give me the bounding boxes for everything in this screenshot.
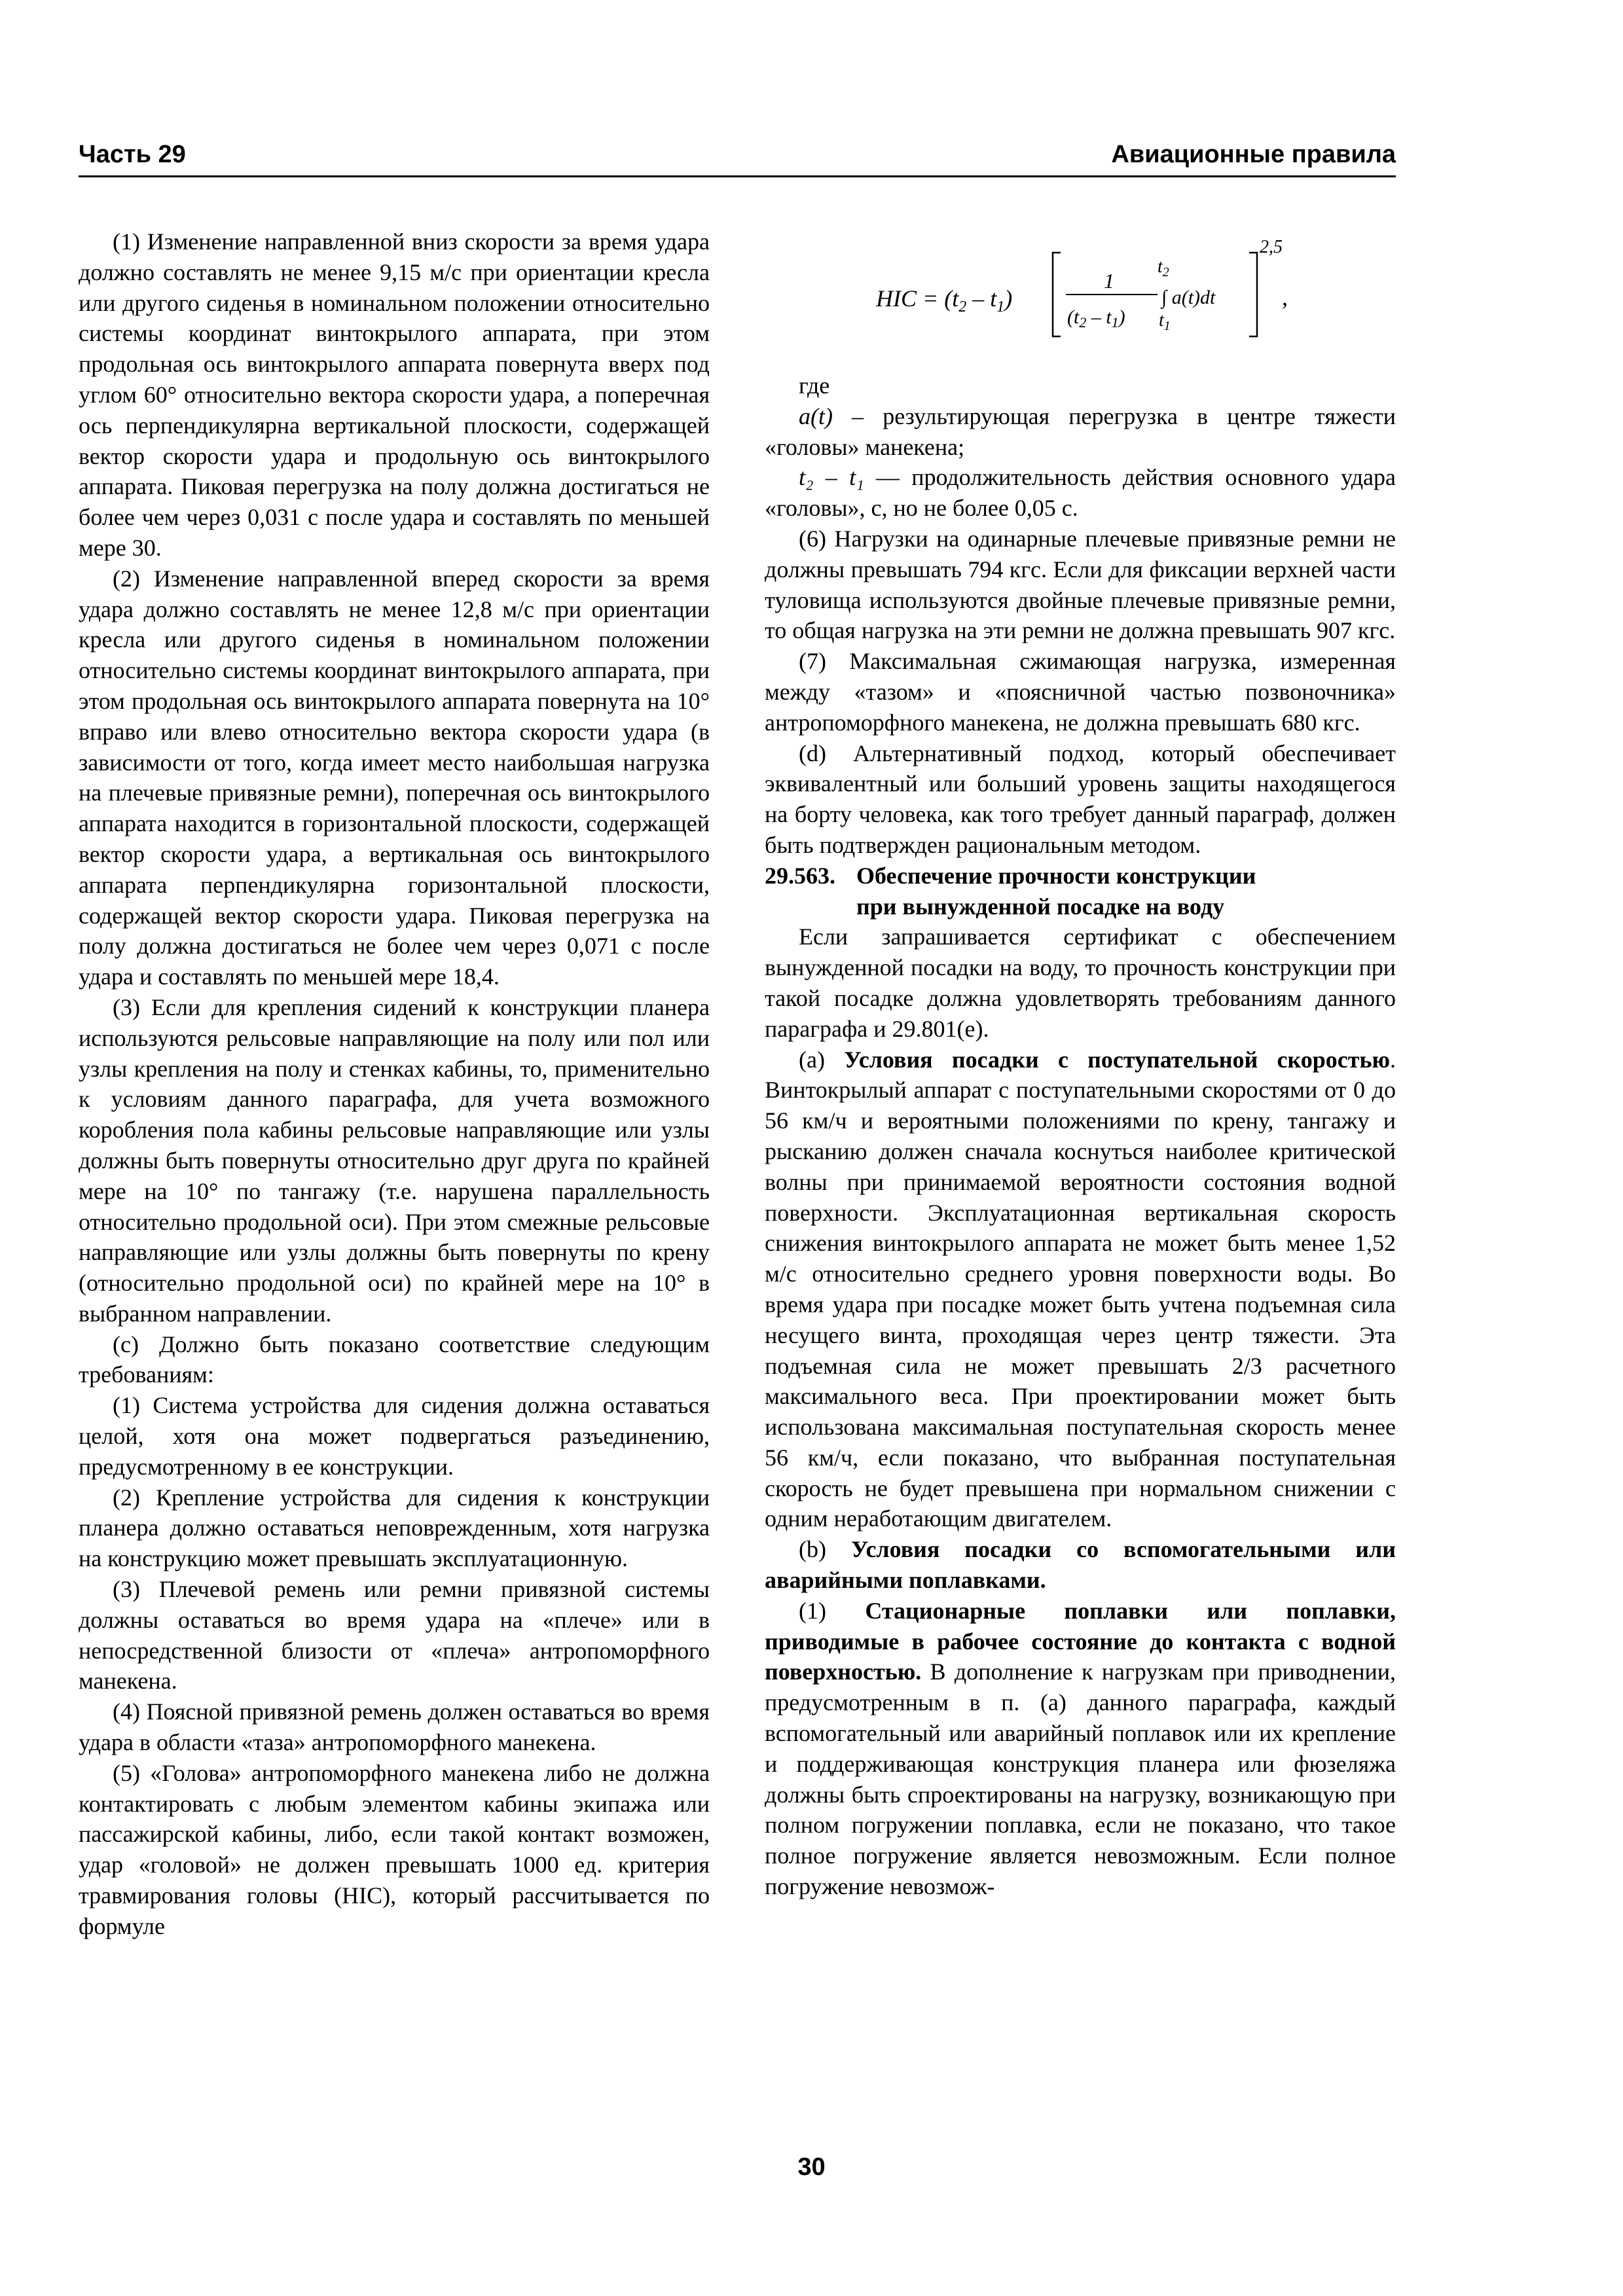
formula-exponent: 2,5: [1260, 237, 1283, 257]
where-label: где: [799, 372, 830, 399]
hic-formula: [765, 226, 1396, 357]
page-number: 30: [797, 2153, 826, 2181]
section-title-line2: при вынужденной посадке на воду: [856, 893, 1225, 920]
subsection-a: (a) Условия посадки с поступательной скоростью. Винтокрылый аппарат с поступательными скоростями от 0 до 56 км/ч и вероятными положениями по крену, тангажу и рысканию должен сначала коснуться наиболее критической волны при принимаемой вероятности состояния водной поверхности. Эксплуатационная вертикальная скорость снижения винтокрылого аппарата не может быть менее 1,52 м/с относительно среднего уровня поверхности воды. Во время удара при посадке может быть учтена подъемная сила несущего винта, проходящая через центр тяжести. Эта подъемная сила не может превышать 2/3 расчетного максимального веса. При проектировании может быть использована максимальная поступательная скорость менее 56 км/ч, если показано, что выбранная поступательная скорость не будет превышена при нормальном снижении с одним неработающим двигателем.: [765, 1046, 1396, 1532]
subsection-b-title: Условия посадки со вспомогательными или аварийными поплавками.: [765, 1536, 1396, 1594]
paragraph: (6) Нагрузки на одинарные плечевые привязные ремни не должны превышать 794 кгс. Если для фиксации верхней части туловища используются двойные плечевые привязные ремни, то общая нагрузка на эти ремни не должна превышать 907 кгс.: [765, 525, 1396, 644]
paragraph: (5) «Голова» антропоморфного манекена либо не должна контактировать с любым элементом кабины экипажа или пассажирской кабины, либо, если такой контакт возможен, удар «головой» не должен превышать 1000 ед. критерия травмирования головы (HIC), который рассчитывается по формуле: [79, 1759, 710, 1939]
subsection-b1: (1) Стационарные поплавки или поплавки, приводимые в рабочее состояние до контакта с водной поверхностью. В дополнение к нагрузкам при приводнении, предусмотренным в п. (a) данного параграфа, каждый вспомогательный или аварийный поплавок или их крепление и поддерживающая конструкция планера или фюзеляжа должны быть спроектированы на нагрузку, возникающую при полном погружении поплавка, если не показано, что такое полное погружение является невозможным. Если полное погружение невозмож-: [765, 1597, 1396, 1900]
section-title-line1: Обеспечение прочности конструкции: [856, 862, 1256, 889]
section-heading: [765, 861, 1396, 922]
definition-t: [765, 462, 1396, 524]
header-part: Часть 29: [79, 141, 186, 168]
def-symbol: a(t): [799, 403, 833, 429]
integral-upper: $t_2$: [1158, 257, 1169, 279]
fraction-numerator: 1: [1104, 269, 1114, 293]
paragraph: (3) Если для крепления сидений к конструкции планера используются рельсовые направляющие на полу или пол или узлы крепления на полу и стенках кабины, то, применительно к условиям данного параграфа, для учета возможного коробления пола кабины рельсовые направляющие или узлы должны быть повернуты относительно друг друга по крайней мере на 10° по тангажу (т.е. нарушена параллельность относительно продольной оси). При этом смежные рельсовые направляющие или узлы должны быть повернуты по крену (относительно продольной оси) по крайней мере на 10° в выбранном направлении.: [79, 994, 710, 1327]
paragraph: (c) Должно быть показано соответствие следующим требованиям:: [79, 1331, 710, 1388]
paragraph: (3) Плечевой ремень или ремни привязной системы должны оставаться во время удара на «плече» или в непосредственной близости от «плеча» антропоморфного манекена.: [79, 1576, 710, 1695]
paragraph: (1) Система устройства для сидения должна оставаться целой, хотя она может подвергаться разъединению, предусмотренному в ее конструкции.: [79, 1392, 710, 1480]
paragraph: (2) Крепление устройства для сидения к конструкции планера должно оставаться неповрежденным, хотя нагрузка на конструкцию может превышать эксплуатационную.: [79, 1484, 710, 1572]
section-intro: Если запрашивается сертификат с обеспечением вынужденной посадки на воду, то прочность конструкции при такой посадке должна удовлетворять требованиям данного параграфа и 29.801(e).: [765, 924, 1396, 1042]
paragraph: (7) Максимальная сжимающая нагрузка, измеренная между «тазом» и «поясничной частью позвоночника» антропоморфного манекена, не должна превышать 680 кгс.: [765, 648, 1396, 736]
integrand: ∫ a(t)dt: [1161, 287, 1216, 308]
subsection-b: (b) Условия посадки со вспомогательными или аварийными поплавками.: [765, 1536, 1396, 1594]
formula-comma: ,: [1282, 284, 1288, 310]
integral-lower: $t_1$: [1159, 310, 1171, 333]
formula-lhs: HIC = $(t_2 - t_1)$: [876, 285, 1013, 315]
right-column: [765, 226, 1396, 1902]
paragraph: (1) Изменение направленной вниз скорости за время удара должно составлять не менее 9,15 м/с при ориентации кресла или другого сиденья в номинальном положении относительно системы координат винтокрылого аппарата, при этом продольная ось винтокрылого аппарата повернута вверх под углом 60° относительно вектора скорости удара, а поперечная ось перпендикулярна вертикальной плоскости, содержащей вектор скорости удара и продольную ось винтокрылого аппарата. Пиковая перегрузка на полу должна достигаться не более чем через 0,031 с после удара и составлять по меньшей мере 30.: [79, 228, 710, 561]
def-text: – результирующая перегрузка в центре тяжести «головы» манекена;: [765, 403, 1396, 460]
subsection-a-title: Условия посадки с поступательной скоростью: [844, 1046, 1390, 1073]
definition-a: [765, 401, 1396, 463]
subsection-b1-title: Стационарные поплавки или поплавки, приводимые в рабочее состояние до контакта с водной поверхностью.: [765, 1597, 1396, 1685]
left-column: [79, 226, 710, 1942]
def-text: — продолжительность действия основного удара «головы», с, но не более 0,05 с.: [765, 464, 1396, 522]
paragraph: (2) Изменение направленной вперед скорости за время удара должно составлять не менее 12,8 м/с при ориентации кресла или другого сиденья в номинальном положении относительно системы координат винтокрылого аппарата, при этом продольная ось винтокрылого аппарата повернута на 10° вправо или влево относительно вектора скорости удара (в зависимости от того, когда имеет место наибольшая нагрузка на плечевые привязные ремни), поперечная ось винтокрылого аппарата находится в горизонтальной плоскости, содержащей вектор скорости удара, а вертикальная ось винтокрылого аппарата перпендикулярна горизонтальной плоскости, содержащей вектор скорости удара. Пиковая перегрузка на полу должна достигаться не более чем через 0,071 с после удара и составлять по меньшей мере 18,4.: [79, 565, 710, 990]
section-number: 29.563.: [765, 862, 835, 889]
header-title: Авиационные правила: [1111, 141, 1396, 168]
left-bracket: [1053, 253, 1061, 336]
right-bracket: [1249, 253, 1257, 336]
formula-graphic: [765, 226, 1396, 357]
paragraph: (d) Альтернативный подход, который обеспечивает эквивалентный или больший уровень защиты находящегося на борту человека, как того требует данный параграф, должен быть подтвержден рациональным методом.: [765, 740, 1396, 858]
def-symbol: t₂ – t₁: [799, 464, 864, 491]
paragraph: (4) Поясной привязной ремень должен оставаться во время удара в области «таза» антропоморфного манекена.: [79, 1698, 710, 1756]
page-header: [79, 136, 1396, 177]
fraction-denominator: $(t_2 - t_1)$: [1067, 306, 1125, 331]
